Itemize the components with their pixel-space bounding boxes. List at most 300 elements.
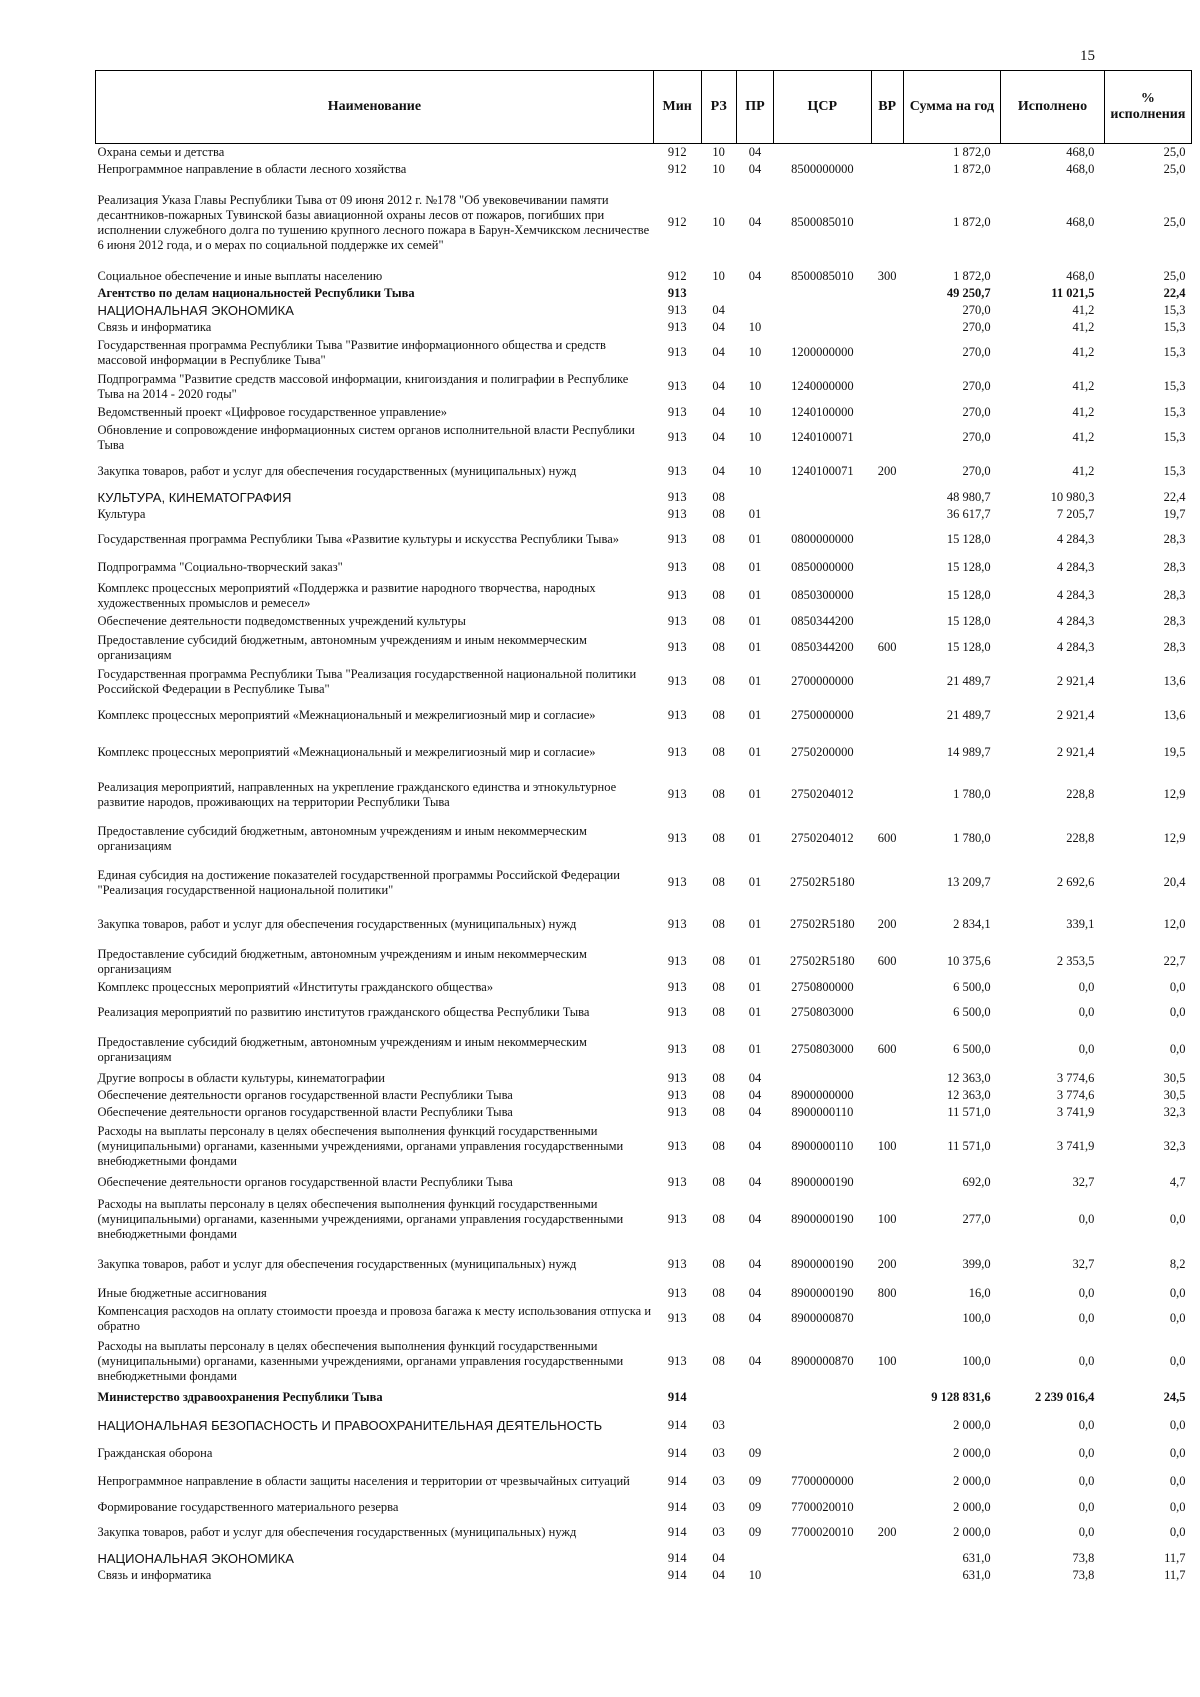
row-name-cell: КУЛЬТУРА, КИНЕМАТОГРАФИЯ	[97, 489, 292, 505]
row-pr-cell: 01	[748, 640, 762, 654]
row-vr-cell	[871, 178, 903, 268]
row-min-cell: 913	[667, 404, 687, 419]
row-name-cell: Комплекс процессных мероприятий «Поддержка и развитие народного творчества, народных художественных промыслов и ремесел»	[97, 580, 596, 610]
row-pct-cell: 0,0	[1169, 1353, 1186, 1368]
row-vr-cell: 600	[877, 640, 897, 654]
row-vr-cell	[871, 1104, 903, 1121]
row-min-cell: 913	[667, 506, 687, 521]
row-name-cell: Другие вопросы в области культуры, кинематографии	[97, 1070, 385, 1085]
row-name-cell: Государственная программа Республики Тыва "Реализация государственной национальной политики Российской Федерации в Республике Тыва"	[97, 666, 637, 696]
row-min-cell: 913	[667, 1311, 687, 1325]
row-min-cell: 913	[667, 345, 687, 359]
row-name-cell: Ведомственный проект «Цифровое государственное управление»	[97, 404, 447, 419]
row-name-cell: Агентство по делам национальностей Республики Тыва	[97, 285, 415, 300]
row-min-cell: 913	[667, 319, 687, 334]
row-rz-cell	[701, 285, 736, 302]
row-done-cell: 41,2	[1072, 319, 1095, 334]
row-sum-cell: 2 000,0	[953, 1474, 991, 1488]
row-pct-cell: 28,3	[1163, 560, 1186, 574]
row-pct-cell: 28,3	[1163, 640, 1186, 654]
row-vr-cell	[871, 336, 903, 370]
row-csr-cell: 2750800000	[791, 979, 854, 994]
row-pr-cell	[736, 302, 773, 319]
row-min-cell: 913	[667, 1070, 687, 1085]
row-sum-cell: 21 489,7	[946, 708, 991, 722]
table-row	[96, 1121, 1192, 1172]
row-pct-cell: 15,3	[1163, 379, 1186, 393]
header-done: Исполнено	[1001, 71, 1105, 144]
row-sum-cell: 1 872,0	[953, 144, 991, 159]
row-pr-cell: 04	[748, 1104, 762, 1119]
row-name-cell: Непрограммное направление в области лесного хозяйства	[97, 161, 407, 176]
row-sum-cell: 11 571,0	[947, 1138, 991, 1153]
row-rz-cell: 03	[712, 1418, 725, 1432]
row-vr-cell	[871, 1302, 903, 1336]
row-rz-cell: 04	[712, 345, 725, 359]
row-vr-cell: 100	[877, 1138, 897, 1153]
row-sum-cell: 1 872,0	[953, 161, 991, 176]
row-pr-cell	[736, 1387, 773, 1409]
row-rz-cell: 04	[712, 302, 725, 317]
row-name-cell: Социальное обеспечение и иные выплаты населению	[97, 268, 383, 283]
row-pr-cell	[736, 285, 773, 302]
row-pct-cell: 15,3	[1163, 319, 1186, 334]
row-sum-cell: 1 780,0	[953, 831, 991, 845]
row-vr-cell: 800	[877, 1285, 897, 1300]
row-min-cell: 913	[667, 674, 687, 688]
row-name-cell: Обеспечение деятельности органов государственной власти Республики Тыва	[97, 1104, 513, 1119]
row-done-cell: 0,0	[1078, 1005, 1095, 1019]
row-sum-cell: 11 571,0	[947, 1104, 991, 1119]
row-rz-cell: 03	[712, 1474, 725, 1488]
row-vr-cell	[871, 579, 903, 613]
row-name-cell: Реализация мероприятий, направленных на укрепление гражданского единства и этнокультурное развитие народов, проживающих на территории Республики Тыва	[97, 779, 617, 809]
table-row	[96, 1387, 1192, 1409]
row-pct-cell: 20,4	[1163, 875, 1186, 889]
table-row	[96, 319, 1192, 336]
row-rz-cell: 08	[712, 745, 725, 759]
row-vr-cell	[871, 523, 903, 557]
table-row	[96, 1567, 1192, 1584]
row-rz-cell: 08	[712, 708, 725, 722]
row-sum-cell: 9 128 831,6	[931, 1390, 991, 1404]
row-sum-cell: 631,0	[962, 1567, 991, 1582]
table-row	[96, 817, 1192, 861]
row-name-cell: Реализация мероприятий по развитию институтов гражданского общества Республики Тыва	[97, 1005, 590, 1019]
row-vr-cell: 100	[877, 1211, 897, 1226]
row-csr-cell	[774, 319, 871, 336]
page-number: 15	[1080, 48, 1095, 64]
row-csr-cell	[774, 1550, 871, 1567]
row-done-cell: 2 239 016,4	[1034, 1390, 1095, 1404]
row-rz-cell: 08	[712, 1070, 725, 1085]
row-csr-cell: 2750204012	[791, 787, 854, 801]
row-rz-cell: 08	[712, 614, 725, 628]
row-vr-cell	[871, 161, 903, 178]
row-done-cell: 4 284,3	[1056, 614, 1095, 628]
row-pr-cell: 01	[748, 560, 762, 574]
row-rz-cell: 08	[712, 917, 725, 931]
row-pct-cell: 25,0	[1163, 215, 1186, 229]
table-row	[96, 905, 1192, 945]
row-pr-cell: 01	[748, 708, 762, 722]
row-pr-cell: 04	[748, 1087, 762, 1102]
row-name-cell: Подпрограмма "Развитие средств массовой информации, книгоиздания и полиграфии в Республике Тыва на 2014 - 2020 годы"	[97, 371, 629, 401]
row-vr-cell	[871, 773, 903, 817]
row-min-cell: 913	[667, 1211, 687, 1226]
row-pr-cell: 01	[748, 831, 762, 845]
row-done-cell: 228,8	[1066, 787, 1095, 801]
row-pr-cell: 09	[748, 1446, 762, 1460]
row-name-cell: Государственная программа Республики Тыва "Развитие информационного общества и средств массовой информации в Республике Тыва"	[97, 337, 606, 367]
row-pct-cell: 15,3	[1163, 404, 1186, 419]
row-pct-cell: 12,9	[1163, 831, 1186, 845]
table-row	[96, 178, 1192, 268]
row-name-cell: Связь и информатика	[97, 319, 212, 334]
row-rz-cell	[701, 1387, 736, 1409]
row-sum-cell: 21 489,7	[946, 674, 991, 688]
table-row	[96, 699, 1192, 733]
row-sum-cell: 2 834,1	[953, 917, 991, 931]
row-done-cell: 0,0	[1078, 1353, 1095, 1368]
row-csr-cell: 8500000000	[791, 161, 854, 176]
row-pr-cell: 10	[748, 345, 762, 359]
row-csr-cell	[774, 1387, 871, 1409]
row-pr-cell: 04	[748, 215, 762, 229]
row-pct-cell: 0,0	[1169, 1005, 1186, 1019]
row-sum-cell: 6 500,0	[953, 1005, 991, 1019]
row-sum-cell: 16,0	[968, 1285, 991, 1300]
row-min-cell: 913	[667, 708, 687, 722]
row-name-cell: Комплекс процессных мероприятий «Межнациональный и межрелигиозный мир и согласие»	[97, 708, 596, 722]
row-name-cell: Непрограммное направление в области защиты населения и территории от чрезвычайных ситуаций	[97, 1474, 630, 1488]
row-pct-cell: 28,3	[1163, 588, 1186, 602]
row-pct-cell: 32,3	[1163, 1138, 1186, 1153]
row-name-cell: Гражданская оборона	[97, 1446, 213, 1460]
row-min-cell: 913	[667, 1042, 687, 1056]
row-vr-cell	[871, 1387, 903, 1409]
row-pr-cell: 04	[748, 1353, 762, 1368]
row-vr-cell	[871, 404, 903, 421]
row-pct-cell: 22,4	[1163, 489, 1186, 504]
row-csr-cell: 8900000000	[791, 1087, 854, 1102]
row-csr-cell: 1240100071	[791, 430, 854, 444]
row-rz-cell: 10	[712, 161, 725, 176]
table-row	[96, 144, 1192, 161]
row-vr-cell	[871, 1499, 903, 1516]
row-vr-cell	[871, 1070, 903, 1087]
row-csr-cell: 8900000190	[791, 1285, 854, 1300]
row-pr-cell: 10	[748, 430, 762, 444]
row-pr-cell: 01	[748, 1005, 762, 1019]
row-vr-cell	[871, 1172, 903, 1194]
table-row	[96, 1194, 1192, 1245]
row-done-cell: 0,0	[1078, 1499, 1095, 1514]
row-pct-cell: 0,0	[1169, 1446, 1186, 1460]
row-min-cell: 912	[667, 215, 687, 229]
row-name-cell: Культура	[97, 506, 146, 521]
row-sum-cell: 270,0	[962, 404, 991, 419]
row-done-cell: 41,2	[1072, 302, 1095, 317]
table-row	[96, 1104, 1192, 1121]
row-pct-cell: 12,0	[1163, 917, 1186, 931]
row-name-cell: Подпрограмма "Социально-творческий заказ"	[97, 560, 343, 574]
row-csr-cell: 8900000110	[791, 1104, 854, 1119]
row-min-cell: 913	[667, 302, 687, 317]
row-done-cell: 11 021,5	[1051, 285, 1095, 300]
row-done-cell: 3 774,6	[1056, 1070, 1095, 1085]
row-pct-cell: 12,9	[1163, 787, 1186, 801]
row-sum-cell: 270,0	[962, 302, 991, 317]
row-pr-cell: 04	[748, 1138, 762, 1153]
row-min-cell: 913	[667, 787, 687, 801]
row-min-cell: 914	[667, 1567, 687, 1582]
row-done-cell: 7 205,7	[1056, 506, 1095, 521]
row-sum-cell: 12 363,0	[946, 1070, 991, 1085]
row-done-cell: 0,0	[1078, 1525, 1095, 1539]
row-done-cell: 3 774,6	[1056, 1087, 1095, 1102]
table-row	[96, 1336, 1192, 1387]
row-pct-cell: 22,7	[1163, 954, 1186, 968]
row-rz-cell: 08	[712, 787, 725, 801]
table-row	[96, 979, 1192, 996]
row-sum-cell: 631,0	[962, 1550, 991, 1565]
row-min-cell: 913	[667, 614, 687, 628]
row-sum-cell: 270,0	[962, 345, 991, 359]
row-pr-cell: 01	[748, 674, 762, 688]
table-row	[96, 733, 1192, 773]
row-name-cell: Компенсация расходов на оплату стоимости проезда и провоза багажа к месту использования отпуска и обратно	[97, 1303, 652, 1333]
header-name: Наименование	[96, 71, 654, 144]
row-csr-cell: 8900000190	[791, 1257, 854, 1271]
row-rz-cell: 10	[712, 268, 725, 283]
header-pr: ПР	[736, 71, 773, 144]
row-pr-cell: 01	[748, 614, 762, 628]
row-sum-cell: 270,0	[962, 464, 991, 478]
row-sum-cell: 1 780,0	[953, 787, 991, 801]
row-rz-cell: 04	[712, 1550, 725, 1565]
row-csr-cell	[774, 144, 871, 161]
row-sum-cell: 15 128,0	[946, 614, 991, 628]
row-rz-cell: 08	[712, 1311, 725, 1325]
row-done-cell: 0,0	[1078, 1418, 1095, 1432]
table-row	[96, 302, 1192, 319]
row-csr-cell: 27502R5180	[790, 954, 855, 968]
row-vr-cell	[871, 557, 903, 579]
row-pr-cell	[736, 1409, 773, 1443]
row-min-cell: 913	[667, 1175, 687, 1189]
row-pct-cell: 0,0	[1169, 1499, 1186, 1514]
row-csr-cell: 8500085010	[791, 215, 854, 229]
table-row	[96, 404, 1192, 421]
row-sum-cell: 270,0	[962, 379, 991, 393]
row-pct-cell: 22,4	[1163, 285, 1186, 300]
row-vr-cell: 300	[877, 268, 897, 283]
row-vr-cell	[871, 302, 903, 319]
row-sum-cell: 15 128,0	[946, 640, 991, 654]
row-name-cell: Обновление и сопровождение информационных систем органов исполнительной власти Республики Тыва	[97, 422, 635, 452]
row-pct-cell: 11,7	[1164, 1550, 1186, 1565]
table-row	[96, 613, 1192, 631]
row-done-cell: 41,2	[1072, 404, 1095, 419]
row-pr-cell: 10	[748, 1567, 762, 1582]
row-min-cell: 913	[667, 560, 687, 574]
row-rz-cell: 08	[712, 1353, 725, 1368]
row-min-cell: 913	[667, 1353, 687, 1368]
row-pr-cell: 01	[748, 787, 762, 801]
row-name-cell: Министерство здравоохранения Республики Тыва	[97, 1390, 383, 1404]
row-pct-cell: 15,3	[1163, 302, 1186, 317]
row-vr-cell	[871, 1409, 903, 1443]
header-csr: ЦСР	[774, 71, 871, 144]
row-sum-cell: 100,0	[962, 1311, 991, 1325]
row-vr-cell	[871, 370, 903, 404]
row-rz-cell: 08	[712, 506, 725, 521]
row-rz-cell: 08	[712, 640, 725, 654]
row-done-cell: 2 921,4	[1056, 708, 1095, 722]
row-pr-cell: 01	[748, 506, 762, 521]
row-done-cell: 41,2	[1072, 379, 1095, 393]
row-min-cell: 912	[667, 268, 687, 283]
row-rz-cell: 04	[712, 404, 725, 419]
row-pct-cell: 0,0	[1169, 1418, 1186, 1432]
row-name-cell: Предоставление субсидий бюджетным, автономным учреждениям и иным некоммерческим организациям	[97, 946, 587, 976]
row-vr-cell	[871, 996, 903, 1030]
row-csr-cell: 2700000000	[791, 674, 854, 688]
row-rz-cell: 08	[712, 831, 725, 845]
row-vr-cell: 200	[877, 464, 897, 478]
row-pct-cell: 28,3	[1163, 532, 1186, 546]
row-pr-cell: 09	[748, 1474, 762, 1488]
row-min-cell: 913	[667, 831, 687, 845]
table-row	[96, 631, 1192, 665]
row-csr-cell	[774, 1409, 871, 1443]
row-name-cell: Иные бюджетные ассигнования	[97, 1285, 267, 1300]
row-pct-cell: 0,0	[1169, 979, 1186, 994]
row-rz-cell: 08	[712, 1087, 725, 1102]
row-pr-cell: 09	[748, 1525, 762, 1539]
row-sum-cell: 12 363,0	[946, 1087, 991, 1102]
row-rz-cell: 08	[712, 875, 725, 889]
row-done-cell: 228,8	[1066, 831, 1095, 845]
row-min-cell: 914	[667, 1550, 687, 1565]
row-rz-cell: 08	[712, 1175, 725, 1189]
row-rz-cell: 08	[712, 1285, 725, 1300]
row-name-cell: Охрана семьи и детства	[97, 144, 225, 159]
row-done-cell: 0,0	[1078, 1311, 1095, 1325]
row-vr-cell	[871, 699, 903, 733]
row-done-cell: 41,2	[1072, 345, 1095, 359]
row-done-cell: 0,0	[1078, 979, 1095, 994]
row-pct-cell: 15,3	[1163, 345, 1186, 359]
row-rz-cell: 08	[712, 954, 725, 968]
row-min-cell: 913	[667, 917, 687, 931]
row-min-cell: 913	[667, 489, 687, 504]
row-sum-cell: 15 128,0	[946, 560, 991, 574]
table-row	[96, 1087, 1192, 1104]
row-csr-cell: 2750803000	[791, 1005, 854, 1019]
row-sum-cell: 270,0	[962, 319, 991, 334]
row-sum-cell: 1 872,0	[953, 268, 991, 283]
row-sum-cell: 692,0	[962, 1175, 991, 1189]
row-sum-cell: 2 000,0	[953, 1446, 991, 1460]
row-pct-cell: 4,7	[1169, 1175, 1186, 1189]
row-csr-cell: 2750204012	[791, 831, 854, 845]
row-min-cell: 913	[667, 1138, 687, 1153]
row-done-cell: 32,7	[1072, 1257, 1095, 1271]
row-pct-cell: 0,0	[1169, 1474, 1186, 1488]
row-pr-cell: 01	[748, 979, 762, 994]
table-row	[96, 1550, 1192, 1567]
row-sum-cell: 49 250,7	[946, 285, 991, 300]
row-min-cell: 913	[667, 532, 687, 546]
row-csr-cell	[774, 1567, 871, 1584]
table-body	[96, 144, 1192, 1584]
row-name-cell: НАЦИОНАЛЬНАЯ ЭКОНОМИКА	[97, 1550, 294, 1566]
row-pct-cell: 19,7	[1163, 506, 1186, 521]
table-row	[96, 506, 1192, 523]
row-pr-cell: 04	[748, 1175, 762, 1189]
row-rz-cell: 08	[712, 1104, 725, 1119]
row-csr-cell: 1240000000	[791, 379, 854, 393]
row-done-cell: 73,8	[1072, 1567, 1095, 1582]
row-csr-cell: 1240100000	[791, 404, 854, 419]
row-pr-cell: 10	[748, 404, 762, 419]
row-pr-cell: 01	[748, 1042, 762, 1056]
row-csr-cell: 0800000000	[791, 532, 854, 546]
row-min-cell: 913	[667, 464, 687, 478]
row-pr-cell: 09	[748, 1499, 762, 1514]
header-sum: Сумма на год	[903, 71, 1000, 144]
row-pct-cell: 32,3	[1163, 1104, 1186, 1119]
row-done-cell: 468,0	[1066, 215, 1095, 229]
row-name-cell: НАЦИОНАЛЬНАЯ ЭКОНОМИКА	[97, 302, 294, 318]
row-sum-cell: 15 128,0	[946, 532, 991, 546]
row-done-cell: 468,0	[1066, 268, 1095, 283]
row-done-cell: 2 921,4	[1056, 745, 1095, 759]
header-rz: РЗ	[701, 71, 736, 144]
row-rz-cell: 08	[712, 588, 725, 602]
row-vr-cell	[871, 861, 903, 905]
row-min-cell: 914	[667, 1390, 687, 1404]
row-rz-cell: 08	[712, 1042, 725, 1056]
header-pct: % исполнения	[1104, 71, 1191, 144]
row-done-cell: 0,0	[1078, 1446, 1095, 1460]
row-name-cell: Единая субсидия на достижение показателей государственной программы Российской Федерации "Реализация государственной национальной политики"	[97, 867, 620, 897]
row-sum-cell: 2 000,0	[953, 1499, 991, 1514]
table-row	[96, 285, 1192, 302]
row-pct-cell: 19,5	[1163, 745, 1186, 759]
row-done-cell: 3 741,9	[1056, 1104, 1095, 1119]
table-row	[96, 1516, 1192, 1550]
row-sum-cell: 6 500,0	[953, 979, 991, 994]
row-csr-cell: 7700000000	[791, 1474, 854, 1488]
row-name-cell: Расходы на выплаты персоналу в целях обеспечения выполнения функций государственными (муниципальными) органами, казенными учреждениями, органами управления государственными внебюджетными фондами	[97, 1338, 624, 1383]
row-done-cell: 468,0	[1066, 161, 1095, 176]
table-row	[96, 1245, 1192, 1285]
row-vr-cell	[871, 421, 903, 455]
row-name-cell: Закупка товаров, работ и услуг для обеспечения государственных (муниципальных) нужд	[97, 1257, 577, 1271]
row-done-cell: 4 284,3	[1056, 588, 1095, 602]
row-pr-cell: 04	[748, 1311, 762, 1325]
row-name-cell: Государственная программа Республики Тыва «Развитие культуры и искусства Республики Тыва»	[97, 532, 619, 546]
row-min-cell: 913	[667, 1087, 687, 1102]
row-pr-cell: 10	[748, 379, 762, 393]
row-vr-cell: 200	[877, 1525, 897, 1539]
row-name-cell: Обеспечение деятельности органов государственной власти Республики Тыва	[97, 1175, 513, 1189]
table-row	[96, 1030, 1192, 1070]
row-rz-cell: 03	[712, 1446, 725, 1460]
